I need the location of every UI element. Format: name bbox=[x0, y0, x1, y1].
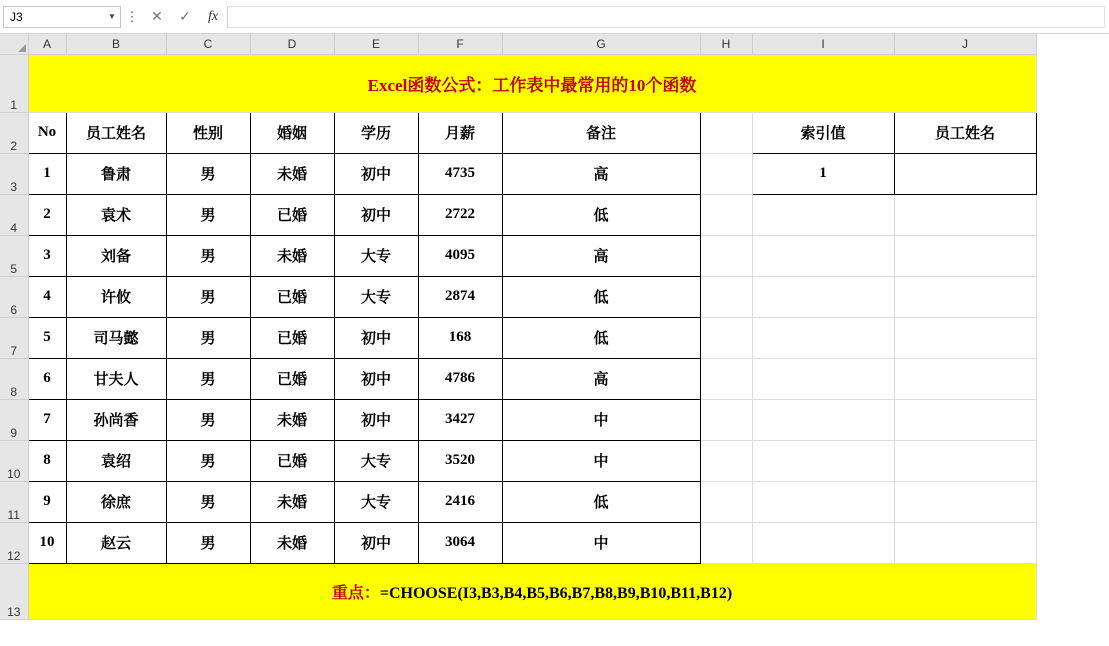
table-cell[interactable]: 8 bbox=[28, 440, 66, 481]
table-cell[interactable]: 低 bbox=[502, 481, 700, 522]
table-cell[interactable]: 168 bbox=[418, 317, 502, 358]
table-cell[interactable]: 已婚 bbox=[250, 440, 334, 481]
row-header-7[interactable]: 7 bbox=[0, 317, 28, 358]
column-header-a[interactable]: A bbox=[28, 34, 66, 54]
formula-banner-formula: =CHOOSE(I3,B3,B4,B5,B6,B7,B8,B9,B10,B11,B12) bbox=[379, 584, 733, 602]
table-header-education[interactable]: 学历 bbox=[334, 112, 418, 153]
table-cell[interactable]: 2 bbox=[28, 194, 66, 235]
table-cell[interactable]: 中 bbox=[502, 440, 700, 481]
sheet-row-3 bbox=[0, 153, 1036, 194]
cell-i6[interactable] bbox=[752, 276, 894, 317]
lookup-index-value[interactable]: 1 bbox=[752, 153, 894, 194]
table-cell[interactable]: 男 bbox=[166, 440, 250, 481]
table-cell[interactable]: 4786 bbox=[418, 358, 502, 399]
sheet-row-4 bbox=[0, 194, 1036, 235]
sheet-row-9 bbox=[0, 399, 1036, 440]
table-cell[interactable]: 刘备 bbox=[66, 235, 166, 276]
column-header-d[interactable]: D bbox=[250, 34, 334, 54]
table-cell[interactable]: 男 bbox=[166, 276, 250, 317]
table-cell[interactable]: 4735 bbox=[418, 153, 502, 194]
sheet-row-10 bbox=[0, 440, 1036, 481]
table-cell[interactable]: 3 bbox=[28, 235, 66, 276]
cell-i12[interactable] bbox=[752, 522, 894, 563]
lookup-header-name[interactable]: 员工姓名 bbox=[894, 112, 1036, 153]
table-cell[interactable]: 司马懿 bbox=[66, 317, 166, 358]
lookup-result-value[interactable] bbox=[894, 153, 1036, 194]
table-cell[interactable]: 3427 bbox=[418, 399, 502, 440]
row-header-5[interactable]: 5 bbox=[0, 235, 28, 276]
cell-i8[interactable] bbox=[752, 358, 894, 399]
table-cell[interactable]: 1 bbox=[28, 153, 66, 194]
table-header-name[interactable]: 员工姓名 bbox=[66, 112, 166, 153]
cell-h5[interactable] bbox=[700, 235, 752, 276]
table-cell[interactable]: 男 bbox=[166, 153, 250, 194]
row-header-13[interactable]: 13 bbox=[0, 563, 28, 619]
table-cell[interactable]: 已婚 bbox=[250, 317, 334, 358]
table-cell[interactable]: 2874 bbox=[418, 276, 502, 317]
table-cell[interactable]: 初中 bbox=[334, 522, 418, 563]
cancel-icon[interactable]: ✕ bbox=[151, 8, 163, 24]
sheet-row-6 bbox=[0, 276, 1036, 317]
cell-j12[interactable] bbox=[894, 522, 1036, 563]
row-header-4[interactable]: 4 bbox=[0, 194, 28, 235]
table-cell[interactable]: 孙尚香 bbox=[66, 399, 166, 440]
confirm-icon[interactable]: ✓ bbox=[179, 8, 191, 24]
cell-j11[interactable] bbox=[894, 481, 1036, 522]
table-cell[interactable]: 甘夫人 bbox=[66, 358, 166, 399]
cell-h7[interactable] bbox=[700, 317, 752, 358]
sheet-row-5 bbox=[0, 235, 1036, 276]
cell-i5[interactable] bbox=[752, 235, 894, 276]
column-header-row bbox=[0, 34, 1036, 54]
sheet-row-8 bbox=[0, 358, 1036, 399]
table-cell[interactable]: 9 bbox=[28, 481, 66, 522]
table-cell[interactable]: 未婚 bbox=[250, 153, 334, 194]
more-options-icon[interactable]: ⋮ bbox=[125, 8, 139, 24]
row-header-12[interactable]: 12 bbox=[0, 522, 28, 563]
table-cell[interactable]: 男 bbox=[166, 235, 250, 276]
table-cell[interactable]: 低 bbox=[502, 276, 700, 317]
sheet-row-13 bbox=[0, 563, 1036, 619]
table-cell[interactable]: 男 bbox=[166, 358, 250, 399]
cell-j10[interactable] bbox=[894, 440, 1036, 481]
table-cell[interactable]: 低 bbox=[502, 317, 700, 358]
cell-h10[interactable] bbox=[700, 440, 752, 481]
table-cell[interactable]: 男 bbox=[166, 522, 250, 563]
row-header-9[interactable]: 9 bbox=[0, 399, 28, 440]
row-header-3[interactable]: 3 bbox=[0, 153, 28, 194]
title-banner: Excel函数公式：工作表中最常用的10个函数 bbox=[28, 54, 1036, 112]
table-cell[interactable]: 男 bbox=[166, 194, 250, 235]
row-header-2[interactable]: 2 bbox=[0, 112, 28, 153]
table-cell[interactable]: 6 bbox=[28, 358, 66, 399]
chevron-down-icon[interactable]: ▼ bbox=[108, 12, 116, 21]
table-cell[interactable]: 高 bbox=[502, 235, 700, 276]
table-cell[interactable]: 袁术 bbox=[66, 194, 166, 235]
table-header-marriage[interactable]: 婚姻 bbox=[250, 112, 334, 153]
column-header-e[interactable]: E bbox=[334, 34, 418, 54]
table-cell[interactable]: 未婚 bbox=[250, 481, 334, 522]
sheet-row-1 bbox=[0, 54, 1036, 112]
cell-h11[interactable] bbox=[700, 481, 752, 522]
table-cell[interactable]: 大专 bbox=[334, 481, 418, 522]
row-header-10[interactable]: 10 bbox=[0, 440, 28, 481]
cell-i7[interactable] bbox=[752, 317, 894, 358]
table-cell[interactable]: 已婚 bbox=[250, 358, 334, 399]
table-header-remark[interactable]: 备注 bbox=[502, 112, 700, 153]
table-cell[interactable]: 男 bbox=[166, 399, 250, 440]
column-header-g[interactable]: G bbox=[502, 34, 700, 54]
table-header-no[interactable]: No bbox=[28, 112, 66, 153]
cell-h6[interactable] bbox=[700, 276, 752, 317]
sheet-row-7 bbox=[0, 317, 1036, 358]
table-header-salary[interactable]: 月薪 bbox=[418, 112, 502, 153]
cell-h4[interactable] bbox=[700, 194, 752, 235]
cell-h2[interactable] bbox=[700, 112, 752, 153]
cell-j9[interactable] bbox=[894, 399, 1036, 440]
column-header-c[interactable]: C bbox=[166, 34, 250, 54]
table-cell[interactable]: 3520 bbox=[418, 440, 502, 481]
table-cell[interactable]: 赵云 bbox=[66, 522, 166, 563]
cell-h9[interactable] bbox=[700, 399, 752, 440]
table-cell[interactable]: 徐庶 bbox=[66, 481, 166, 522]
table-cell[interactable]: 初中 bbox=[334, 317, 418, 358]
table-cell[interactable]: 初中 bbox=[334, 399, 418, 440]
cell-j8[interactable] bbox=[894, 358, 1036, 399]
column-header-j[interactable]: J bbox=[894, 34, 1036, 54]
table-cell[interactable]: 高 bbox=[502, 153, 700, 194]
table-cell[interactable]: 鲁肃 bbox=[66, 153, 166, 194]
table-cell[interactable]: 袁绍 bbox=[66, 440, 166, 481]
table-cell[interactable]: 7 bbox=[28, 399, 66, 440]
table-cell[interactable]: 未婚 bbox=[250, 522, 334, 563]
table-cell[interactable]: 中 bbox=[502, 522, 700, 563]
column-header-i[interactable]: I bbox=[752, 34, 894, 54]
column-header-f[interactable]: F bbox=[418, 34, 502, 54]
name-box-value: J3 bbox=[10, 9, 23, 24]
column-header-b[interactable]: B bbox=[66, 34, 166, 54]
cell-i10[interactable] bbox=[752, 440, 894, 481]
table-cell[interactable]: 许攸 bbox=[66, 276, 166, 317]
table-cell[interactable]: 大专 bbox=[334, 440, 418, 481]
sheet-row-2 bbox=[0, 112, 1036, 153]
column-header-h[interactable]: H bbox=[700, 34, 752, 54]
table-cell[interactable]: 4 bbox=[28, 276, 66, 317]
table-cell[interactable]: 未婚 bbox=[250, 399, 334, 440]
table-cell[interactable]: 男 bbox=[166, 317, 250, 358]
table-cell[interactable]: 中 bbox=[502, 399, 700, 440]
table-cell[interactable]: 低 bbox=[502, 194, 700, 235]
name-box[interactable] bbox=[3, 6, 121, 28]
table-cell[interactable]: 2722 bbox=[418, 194, 502, 235]
spreadsheet-grid[interactable] bbox=[0, 34, 1109, 620]
table-cell[interactable]: 4095 bbox=[418, 235, 502, 276]
table-cell[interactable]: 初中 bbox=[334, 194, 418, 235]
cell-j4[interactable] bbox=[894, 194, 1036, 235]
cell-j6[interactable] bbox=[894, 276, 1036, 317]
row-header-8[interactable]: 8 bbox=[0, 358, 28, 399]
row-header-11[interactable]: 11 bbox=[0, 481, 28, 522]
cell-i9[interactable] bbox=[752, 399, 894, 440]
insert-function-icon[interactable]: fx bbox=[207, 8, 219, 24]
formula-banner-label: 重点： bbox=[331, 584, 380, 602]
cell-h8[interactable] bbox=[700, 358, 752, 399]
lookup-header-index[interactable]: 索引值 bbox=[752, 112, 894, 153]
table-cell[interactable]: 大专 bbox=[334, 235, 418, 276]
table-cell[interactable]: 男 bbox=[166, 481, 250, 522]
table-cell[interactable]: 5 bbox=[28, 317, 66, 358]
table-cell[interactable]: 初中 bbox=[334, 358, 418, 399]
formula-banner bbox=[28, 563, 1036, 619]
row-header-1[interactable]: 1 bbox=[0, 54, 28, 112]
cell-j7[interactable] bbox=[894, 317, 1036, 358]
cell-i11[interactable] bbox=[752, 481, 894, 522]
table-cell[interactable]: 未婚 bbox=[250, 235, 334, 276]
cell-i4[interactable] bbox=[752, 194, 894, 235]
cell-h12[interactable] bbox=[700, 522, 752, 563]
row-header-6[interactable]: 6 bbox=[0, 276, 28, 317]
formula-input[interactable] bbox=[227, 6, 1105, 28]
table-cell[interactable]: 3064 bbox=[418, 522, 502, 563]
table-header-gender[interactable]: 性别 bbox=[166, 112, 250, 153]
table-cell[interactable]: 已婚 bbox=[250, 194, 334, 235]
table-cell[interactable]: 2416 bbox=[418, 481, 502, 522]
cell-h3[interactable] bbox=[700, 153, 752, 194]
table-cell[interactable]: 初中 bbox=[334, 153, 418, 194]
table-cell[interactable]: 高 bbox=[502, 358, 700, 399]
cell-j5[interactable] bbox=[894, 235, 1036, 276]
table-cell[interactable]: 已婚 bbox=[250, 276, 334, 317]
table-cell[interactable]: 大专 bbox=[334, 276, 418, 317]
select-all-corner[interactable] bbox=[0, 34, 28, 54]
sheet-row-12 bbox=[0, 522, 1036, 563]
sheet-row-11 bbox=[0, 481, 1036, 522]
table-cell[interactable]: 10 bbox=[28, 522, 66, 563]
formula-bar bbox=[0, 0, 1109, 34]
